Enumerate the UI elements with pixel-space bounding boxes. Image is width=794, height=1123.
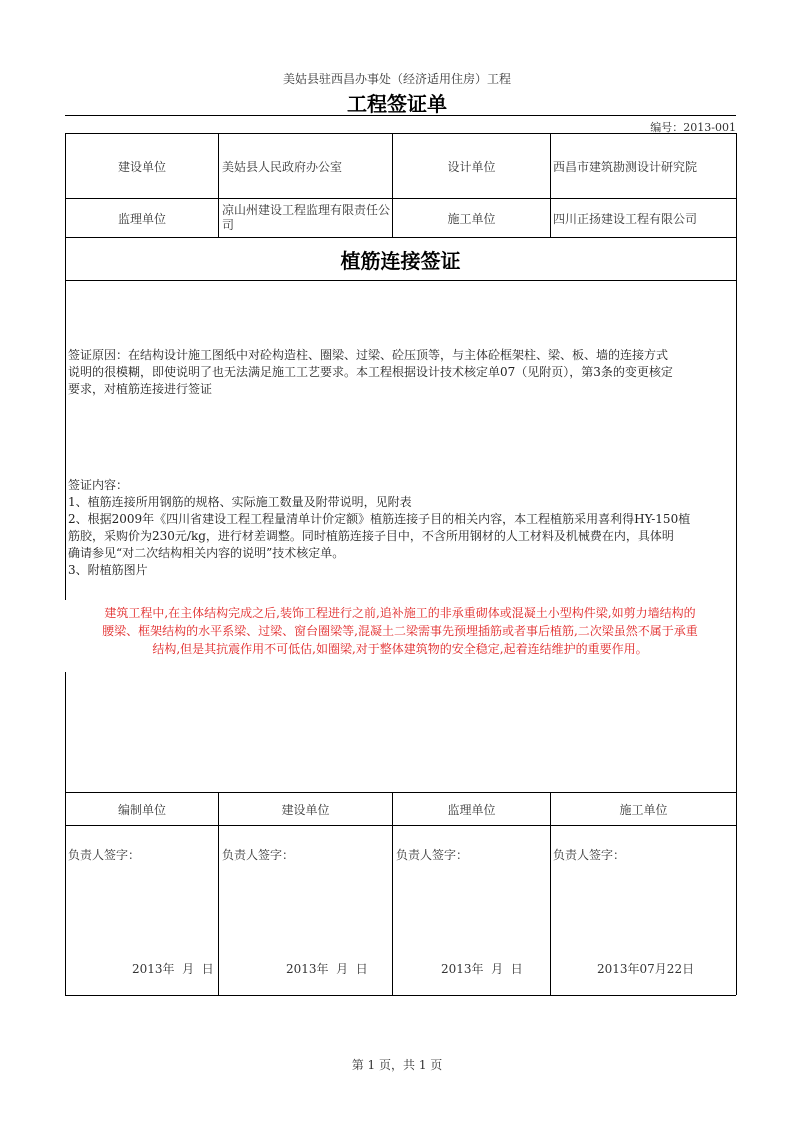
table-divider <box>65 280 736 281</box>
signature-label: 负责人签字： <box>396 848 469 862</box>
content-item: 3、附植筋图片 <box>68 563 148 577</box>
column-divider <box>218 133 219 237</box>
page-title: 工程签证单 <box>347 92 447 116</box>
content-heading: 签证内容： <box>68 478 129 492</box>
sign-date: 2013年07月22日 <box>597 962 695 976</box>
construct-unit-label: 施工单位 <box>447 211 496 226</box>
sign-date: 2013年 月 日 <box>132 962 214 976</box>
design-unit-value: 西昌市建筑勘测设计研究院 <box>553 159 698 174</box>
content-item: 确请参见“对二次结构相关内容的说明”技术核定单。 <box>68 546 345 560</box>
red-note <box>68 604 732 658</box>
sign-date: 2013年 月 日 <box>441 962 523 976</box>
signoff-header-construct: 施工单位 <box>619 802 668 817</box>
table-border-left <box>65 672 66 995</box>
signoff-header-compiler: 编制单位 <box>117 802 166 817</box>
reason-line: 要求，对植筋连接进行签证 <box>68 382 213 396</box>
signature-label: 负责人签字： <box>68 848 141 862</box>
content-item: 1、植筋连接所用钢筋的规格、实际施工数量及附带说明，见附表 <box>68 495 412 509</box>
section-title: 植筋连接签证 <box>340 248 461 273</box>
construct-unit-value: 四川正扬建设工程有限公司 <box>553 211 698 226</box>
design-unit-label: 设计单位 <box>447 159 496 174</box>
note-line: 腰梁、框架结构的水平系梁、过梁、窗台圈梁等,混凝土二梁需事先预埋插筋或者事后植筋,二次梁虽然不属于承重 <box>102 624 698 638</box>
reason-line: 签证原因：在结构设计施工图纸中对砼构造柱、圈梁、过梁、砼压顶等，与主体砼框架柱、梁、板、墙的连接方式 <box>68 348 669 362</box>
signature-label: 负责人签字： <box>222 848 295 862</box>
build-unit-value: 美姑县人民政府办公室 <box>222 159 343 174</box>
reason-line: 说明的很模糊，即使说明了也无法满足施工工艺要求。本工程根据设计技术核定单07（见附页），第3条的变更核定 <box>68 365 673 379</box>
reason-block <box>68 347 734 398</box>
table-border-bottom <box>65 995 736 996</box>
signoff-header-build: 建设单位 <box>281 802 330 817</box>
supervise-unit-value: 凉山州建设工程监理有限责任公司 <box>222 203 391 232</box>
document-number: 编号：2013-001 <box>650 121 736 134</box>
table-border-right <box>736 133 737 995</box>
title-underline <box>65 115 736 116</box>
table-divider <box>65 825 736 826</box>
content-item: 2、根据2009年《四川省建设工程工程量清单计价定额》植筋连接子目的相关内容，本工程植筋采用喜利得HY-150植 <box>68 512 691 526</box>
content-item: 筋胶，采购价为230元/kg，进行材差调整。同时植筋连接子目中，不含所用钢材的人工材料及机械费在内，具体明 <box>68 529 674 543</box>
sign-date: 2013年 月 日 <box>286 962 368 976</box>
supervise-unit-label: 监理单位 <box>117 211 166 226</box>
content-block <box>68 477 734 579</box>
signoff-header-supervise: 监理单位 <box>447 802 496 817</box>
project-name: 美姑县驻西昌办事处（经济适用住房）工程 <box>282 72 511 86</box>
note-line: 结构,但是其抗震作用不可低估,如圈梁,对于整体建筑物的安全稳定,起着连结维护的重要作用。 <box>152 642 648 656</box>
build-unit-label: 建设单位 <box>117 159 166 174</box>
note-line: 建筑工程中,在主体结构完成之后,装饰工程进行之前,追补施工的非承重砌体或混凝土小型构件梁,如剪力墙结构的 <box>104 606 696 620</box>
page-footer: 第 1 页，共 1 页 <box>351 1058 443 1072</box>
column-divider <box>550 133 551 237</box>
signature-label: 负责人签字： <box>553 848 626 862</box>
